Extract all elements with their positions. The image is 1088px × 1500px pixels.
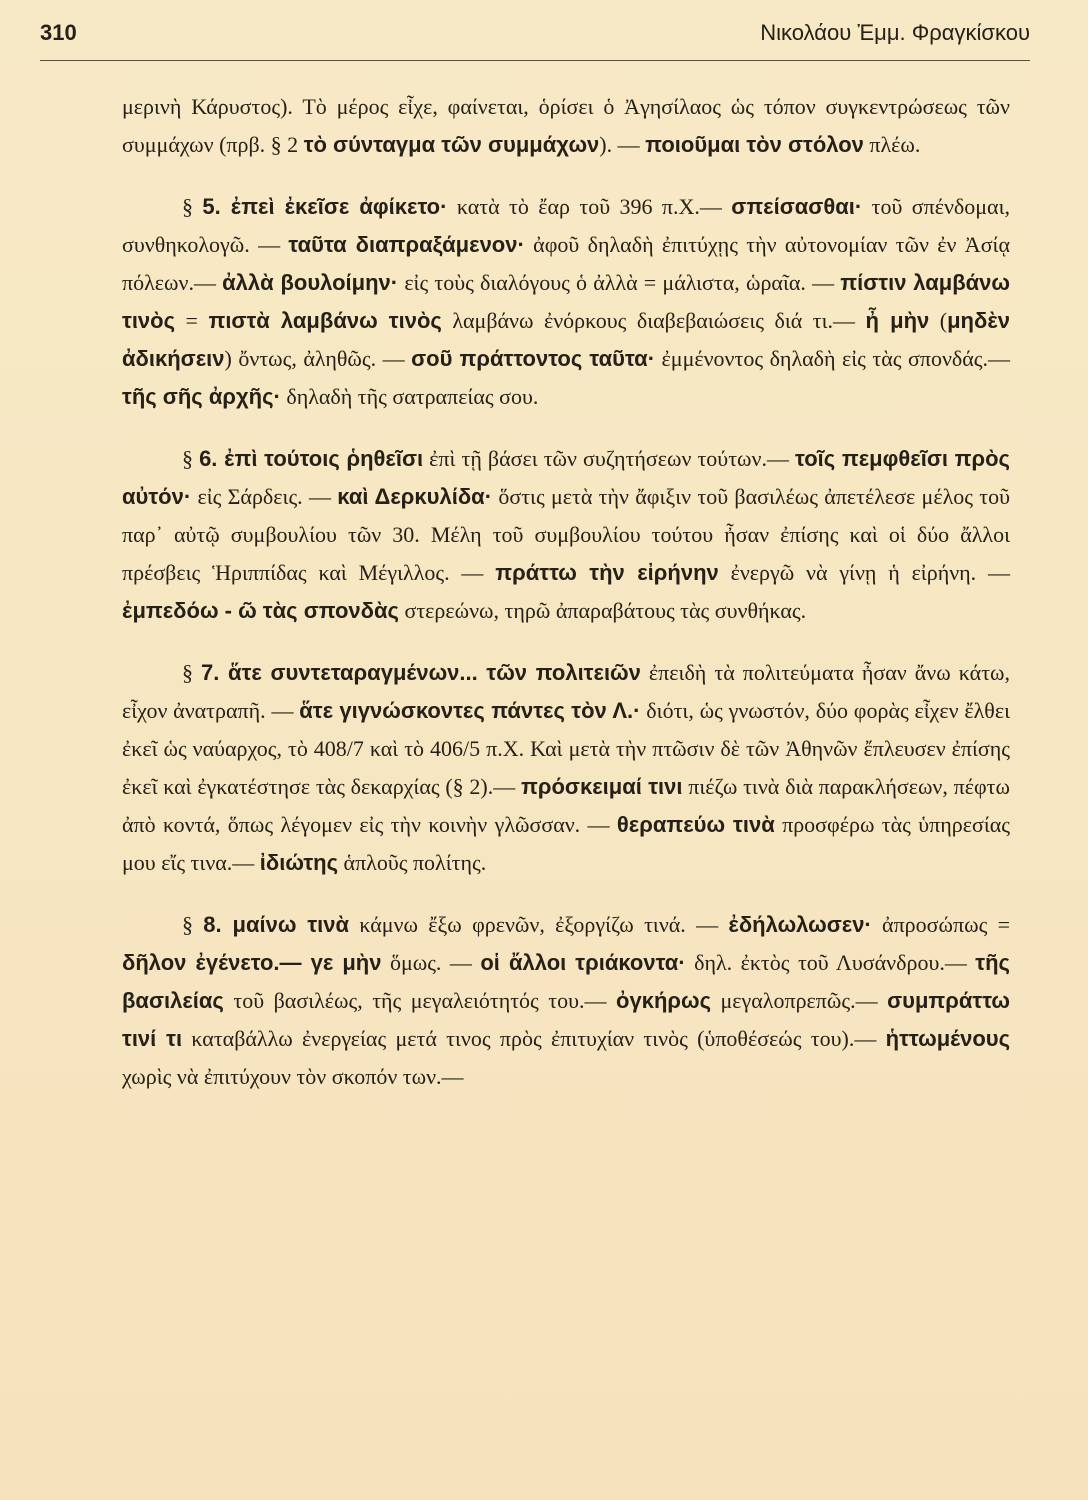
gloss-text: λαμβάνω ἐνόρκους διαβεβαιώσεις διά τι.— <box>441 308 866 333</box>
gloss-text: χωρὶς νὰ ἐπιτύχουν τὸν σκοπόν των.— <box>122 1064 464 1089</box>
gloss-text: διότι, ὡς γνωστόν, δύο φορὰς εἶχεν ἔλθει ἐκεῖ ὡς ναύαρχος, τὸ 408/7 καὶ τὸ 406/5 π.Χ. Καὶ μετὰ τὴν πτῶσιν δὲ τῶν Ἀθηνῶν ἔπλευσεν ἐπίσης ἐκεῖ καὶ ἐγκατέστησε τὰς δεκαρχίας (§ 2).— <box>122 698 1010 799</box>
gloss-text: ἐπειδὴ τὰ πολιτεύματα ἦσαν ἄνω κάτω, εἶχον ἀνατραπῆ. — <box>122 660 1011 723</box>
lemma-term: σοῦ πράττοντος ταῦτα· <box>411 346 656 371</box>
gloss-text: § <box>182 446 200 471</box>
lemma-term: ταῦτα διαπραξάμενον· <box>288 232 525 257</box>
lemma-term: πιστὰ λαμβάνω τινὸς <box>208 308 442 333</box>
gloss-text: = <box>175 308 209 333</box>
gloss-text: ἐνεργῶ νὰ γίνῃ ἡ εἰρήνη. — <box>718 560 1010 585</box>
section-6-paragraph <box>122 440 1010 630</box>
lemma-term: συμπράττω τινί τι <box>122 988 1010 1051</box>
lemma-term: ἐδήλωλωσεν· <box>728 912 872 937</box>
lemma-term: ἰδιώτης <box>259 850 339 875</box>
section-5-paragraph <box>122 188 1010 416</box>
gloss-text: πλέω. <box>863 132 921 157</box>
lemma-term: τῆς σῆς ἀρχῆς· <box>122 384 281 409</box>
lemma-term: ἦ μὴν <box>865 308 930 333</box>
gloss-text: ἐπὶ τῇ βάσει τῶν συζητήσεων τούτων.— <box>423 446 796 471</box>
lemma-term: τοῖς πεμφθεῖσι πρὸς αὐτόν· <box>122 446 1010 509</box>
gloss-text: τοῦ σπένδομαι, συνθηκολογῶ. — <box>122 194 1010 257</box>
lemma-term: θεραπεύω τινὰ <box>616 812 775 837</box>
gloss-text: § <box>182 194 203 219</box>
gloss-text: ἐμμένοντος δηλαδὴ εἰς τὰς σπονδάς.— <box>655 346 1011 371</box>
gloss-text: στερεώνω, τηρῶ ἀπαραβάτους τὰς συνθήκας. <box>398 598 807 623</box>
gloss-text: πιέζω τινὰ διὰ παρακλήσεων, πέφτω ἀπὸ κοντά, ὅπως λέγομεν εἰς τὴν κοινὴν γλῶσσαν. — <box>122 774 1010 837</box>
lemma-term: ἅτε γιγνώσκοντες πάντες τὸν Λ.· <box>299 698 641 723</box>
gloss-text: ὅμως. — <box>381 950 481 975</box>
gloss-text: ( <box>929 308 948 333</box>
lemma-term: πρόσκειμαί τινι <box>521 774 683 799</box>
gloss-text: κάμνω ἔξω φρενῶν, ἐξοργίζω τινά. — <box>349 912 729 937</box>
lemma-term: σπείσασθαι· <box>731 194 863 219</box>
page-number: 310 <box>40 20 77 45</box>
gloss-text: ) ὄντως, ἀληθῶς. — <box>224 346 412 371</box>
gloss-text: προσφέρω τὰς ὑπηρεσίας μου εἴς τινα.— <box>122 812 1010 875</box>
gloss-text: εἰς Σάρδεις. — <box>191 484 338 509</box>
gloss-text: καταβάλλω ἐνεργείας μετά τινος πρὸς ἐπιτυχίαν τινὸς (ὑποθέσεώς του).— <box>182 1026 886 1051</box>
paragraph-continued <box>122 88 1010 164</box>
gloss-text: § <box>182 660 202 685</box>
gloss-text: ἀφοῦ δηλαδὴ ἐπιτύχῃς τὴν αὐτονομίαν τῶν ἐν Ἀσίᾳ πόλεων.— <box>122 232 1010 295</box>
lemma-term: ἐμπεδόω - ῶ τὰς σπονδὰς <box>122 598 399 623</box>
gloss-text: ). — <box>599 132 646 157</box>
gloss-text: κατὰ τὸ ἔαρ τοῦ 396 π.Χ.— <box>447 194 732 219</box>
gloss-text: ἀπροσώπως = <box>871 912 1010 937</box>
gloss-text: δηλ. ἐκτὸς τοῦ Λυσάνδρου.— <box>685 950 976 975</box>
lemma-term: ἡττωμένους <box>885 1026 1011 1051</box>
body-text <box>122 88 1010 1120</box>
lemma-term: δῆλον ἐγένετο.— γε μὴν <box>122 950 382 975</box>
gloss-text: τοῦ βασιλέως, τῆς μεγαλειότητός του.— <box>223 988 616 1013</box>
lemma-term: 6. ἐπὶ τούτοις ῥηθεῖσι <box>199 446 424 471</box>
section-8-paragraph <box>122 906 1010 1096</box>
gloss-text: ὅστις μετὰ τὴν ἄφιξιν τοῦ βασιλέως ἀπετέλεσε μέλος τοῦ παρ᾽ αὐτῷ συμβουλίου τῶν 30. Μέλη τοῦ συμβουλίου τούτου ἦσαν ἐπίσης καὶ οἱ δύο ἄλλοι πρέσβεις Ἡριππίδας καὶ Μέγιλλος. — <box>122 484 1010 585</box>
lemma-term: πίστιν λαμβάνω τινὸς <box>122 270 1010 333</box>
gloss-text: εἰς τοὺς διαλόγους ὁ ἀλλὰ = μάλιστα, ὡραῖα. — <box>398 270 841 295</box>
gloss-text: μερινὴ Κάρυστος). Τὸ μέρος εἶχε, φαίνεται, ὁρίσει ὁ Ἀγησίλαος ὡς τόπον συγκεντρώσεως τῶν συμμάχων (πρβ. § 2 <box>122 94 1010 157</box>
running-head: Νικολάου Ἐμμ. Φραγκίσκου <box>760 20 1030 45</box>
section-7-paragraph <box>122 654 1010 882</box>
gloss-text: μεγαλοπρεπῶς.— <box>711 988 888 1013</box>
gloss-text: ἁπλοῦς πολίτης. <box>338 850 487 875</box>
lemma-term: ἀλλὰ βουλοίμην· <box>222 270 399 295</box>
lemma-term: ὀγκήρως <box>616 988 712 1013</box>
lemma-term: τῆς βασιλείας <box>122 950 1010 1013</box>
lemma-term: ποιοῦμαι τὸν στόλον <box>645 132 864 157</box>
lemma-term: 8. μαίνω τινὰ <box>203 912 350 937</box>
lemma-term: τὸ σύνταγμα τῶν συμμάχων <box>303 132 600 157</box>
lemma-term: μηδὲν ἀδικήσειν <box>122 308 1011 371</box>
lemma-term: 7. ἅτε συντεταραγμένων... τῶν πολιτειῶν <box>201 660 641 685</box>
gloss-text: § <box>182 912 204 937</box>
lemma-term: οἱ ἄλλοι τριάκοντα· <box>480 950 686 975</box>
gloss-text: δηλαδὴ τῆς σατραπείας σου. <box>280 384 539 409</box>
lemma-term: πράττω τὴν εἰρήνην <box>495 560 719 585</box>
lemma-term: 5. ἐπεὶ ἐκεῖσε ἀφίκετο· <box>202 194 448 219</box>
page-header <box>40 20 1030 61</box>
lemma-term: καὶ Δερκυλίδα· <box>337 484 493 509</box>
